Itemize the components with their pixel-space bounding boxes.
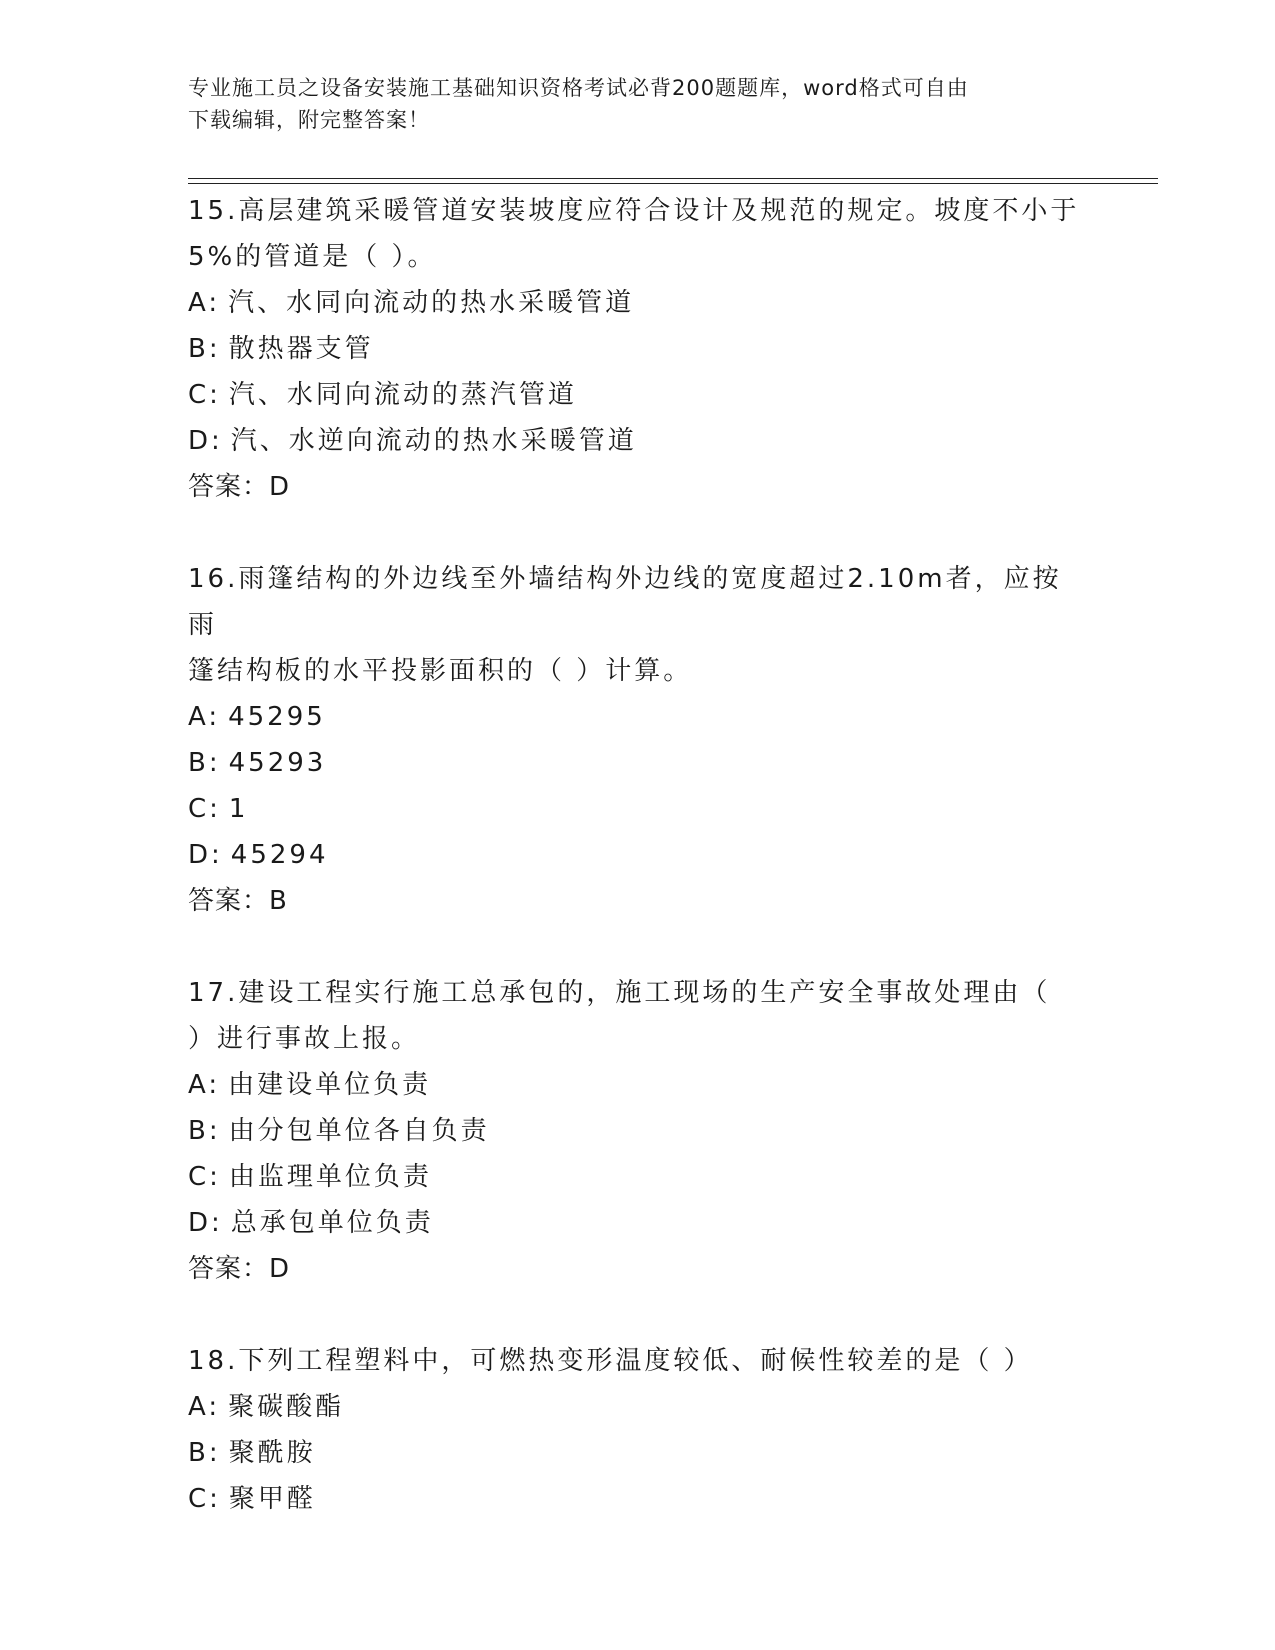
answer-line: 答案：D [188,1254,291,1284]
option-text: 聚甲醛 [228,1484,316,1514]
option-text: 聚酰胺 [228,1438,316,1468]
option-letter: D: [188,426,223,456]
question-stem-line: 17.建设工程实行施工总承包的，施工现场的生产安全事故处理由（ [188,978,1051,1008]
option-letter: C: [188,794,221,824]
question-15 [188,188,1088,510]
option-text: 由监理单位负责 [228,1162,432,1192]
question-stem [188,188,1088,280]
question-18 [188,1338,1088,1522]
spacer [188,1292,1088,1338]
option-letter: B: [188,748,221,778]
option-letter: C: [188,1484,221,1514]
spacer [188,924,1088,970]
option-b [188,1108,1088,1154]
option-text: 45294 [230,840,329,870]
option-c [188,372,1088,418]
option-c [188,1154,1088,1200]
option-letter: D: [188,1208,223,1238]
option-letter: B: [188,1116,221,1146]
header-line-1: 专业施工员之设备安装施工基础知识资格考试必背200题题库，word格式可自由 [188,76,969,100]
option-text: 由分包单位各自负责 [228,1116,490,1146]
option-text: 45293 [228,748,327,778]
header-line-2: 下载编辑，附完整答案！ [188,108,430,132]
option-letter: B: [188,334,221,364]
header-divider-top [188,178,1158,179]
option-letter: D: [188,840,223,870]
option-letter: A: [188,702,221,732]
option-b [188,326,1088,372]
option-letter: C: [188,380,221,410]
option-a [188,280,1088,326]
question-stem-line: ）进行事故上报。 [188,1024,421,1054]
option-text: 由建设单位负责 [228,1070,432,1100]
question-stem-line: 篷结构板的水平投影面积的（ ）计算。 [188,656,693,686]
question-stem-line: 15.高层建筑采暖管道安装坡度应符合设计及规范的规定。坡度不小于 [188,196,1080,226]
option-a [188,1062,1088,1108]
spacer [188,510,1088,556]
answer-line: 答案：B [188,886,288,916]
question-16 [188,556,1088,924]
option-a [188,1384,1088,1430]
option-text: 45295 [228,702,326,732]
option-letter: A: [188,1070,221,1100]
question-stem [188,970,1088,1062]
question-stem-line: 18.下列工程塑料中，可燃热变形温度较低、耐候性较差的是（ ） [188,1346,1033,1376]
option-d [188,1200,1088,1246]
option-text: 1 [228,794,249,824]
option-text: 汽、水同向流动的蒸汽管道 [228,380,577,410]
option-b [188,740,1088,786]
question-stem-line: 5%的管道是（ ）。 [188,242,437,272]
header-divider-bottom [188,183,1158,184]
question-stem [188,1338,1088,1384]
option-letter: A: [188,1392,221,1422]
option-letter: A: [188,288,221,318]
option-text: 散热器支管 [228,334,374,364]
option-a [188,694,1088,740]
option-letter: C: [188,1162,221,1192]
answer-line: 答案：D [188,472,291,502]
option-d [188,832,1088,878]
question-stem-line: 16.雨篷结构的外边线至外墙结构外边线的宽度超过2.10m者，应按雨 [188,564,1062,640]
question-stem [188,556,1088,694]
option-letter: B: [188,1438,221,1468]
option-c [188,1476,1088,1522]
question-list [188,188,1088,1522]
option-text: 汽、水逆向流动的热水采暖管道 [230,426,637,456]
option-text: 聚碳酸酯 [228,1392,345,1422]
question-17 [188,970,1088,1292]
option-d [188,418,1088,464]
option-b [188,1430,1088,1476]
option-text: 总承包单位负责 [230,1208,434,1238]
option-c [188,786,1088,832]
document-header [188,72,1088,136]
option-text: 汽、水同向流动的热水采暖管道 [228,288,635,318]
